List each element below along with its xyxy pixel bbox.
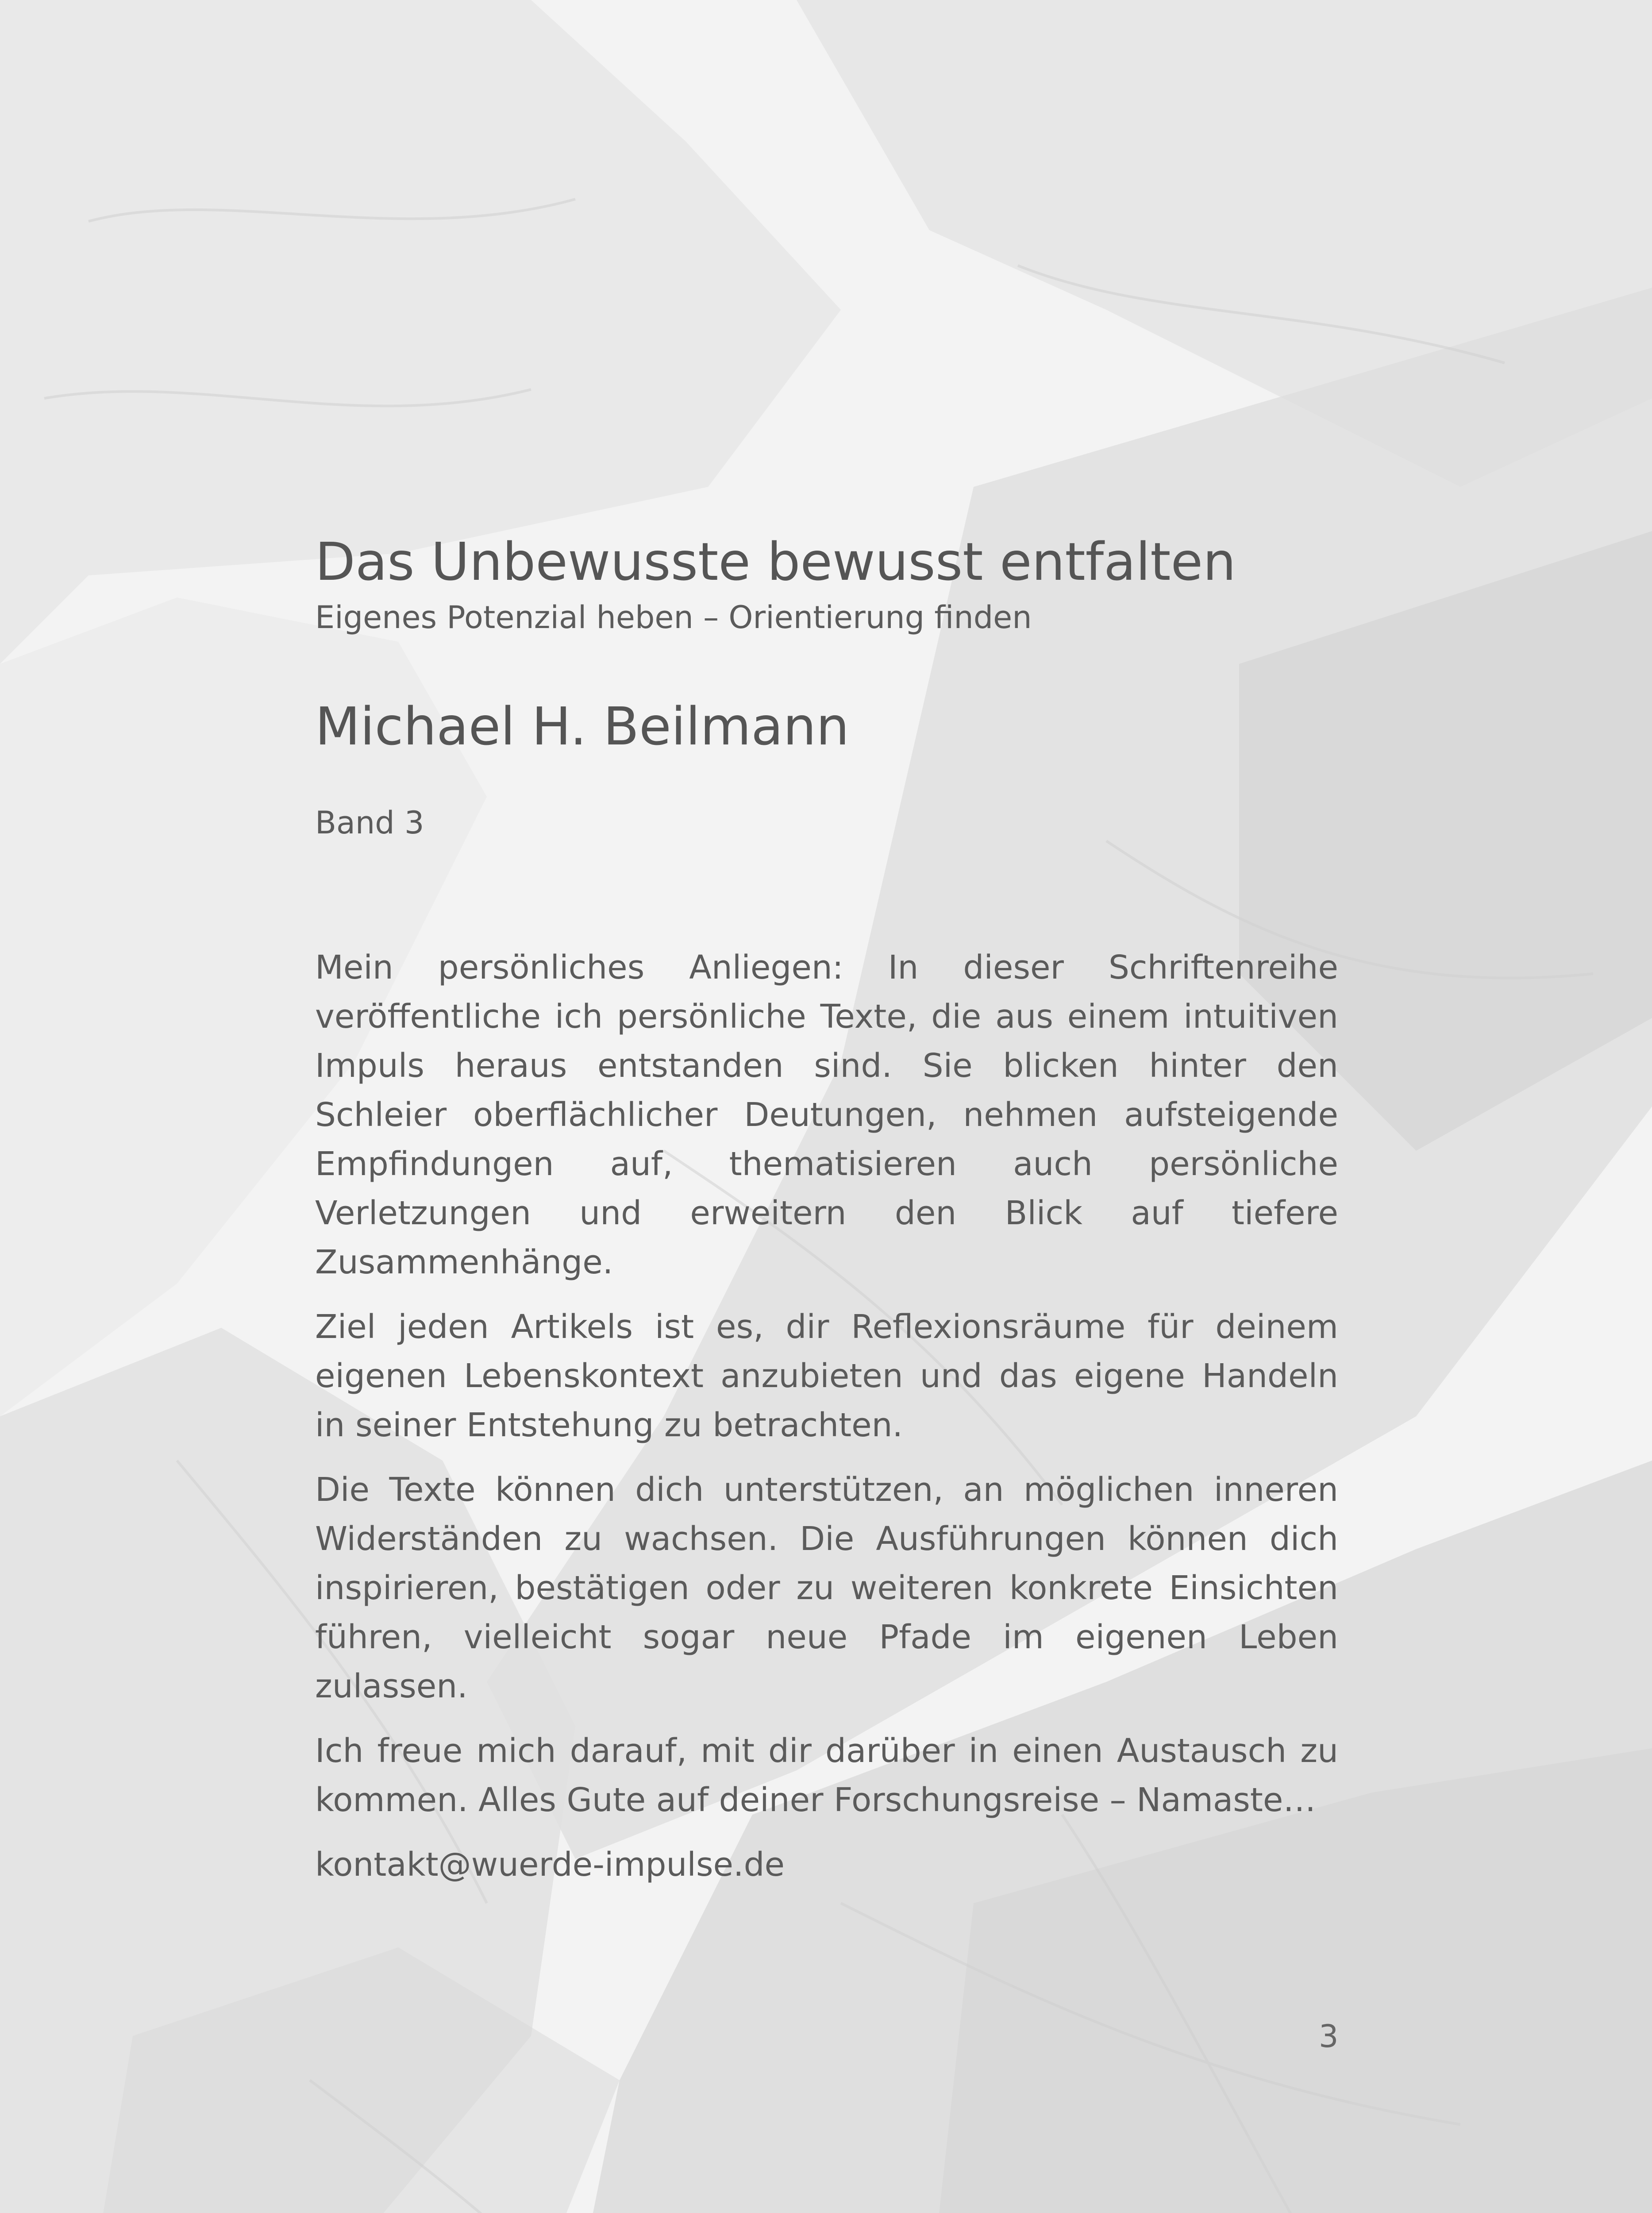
body-text — [315, 943, 1338, 1889]
contact-email-link[interactable]: kontakt@wuerde-impulse.de — [315, 1845, 785, 1884]
volume-label: Band 3 — [315, 804, 424, 841]
book-subtitle: Eigenes Potenzial heben – Orientierung finden — [315, 599, 1032, 636]
text-content — [315, 533, 1338, 1889]
paragraph-intro: Mein persönliches Anliegen: In dieser Schriftenreihe veröffentliche ich persönliche Texte, die aus einem intuitiven Impuls heraus entstanden sind. Sie blicken hinter den Schleier oberflächlicher Deutungen, nehmen aufsteigende Empfindungen auf, thematisieren auch persönliche Verletzungen und erweitern den Blick auf tiefere Zusammenhänge. — [315, 948, 1338, 1281]
author-name: Michael H. Beilmann — [315, 695, 850, 757]
paragraph-goal: Ziel jeden Artikels ist es, dir Reflexionsräume für deinem eigenen Lebenskontext anzubieten und das eigene Handeln in seiner Entstehung zu betrachten. — [315, 1307, 1338, 1444]
page-number: 3 — [1319, 2018, 1339, 2055]
book-title: Das Unbewusste bewusst entfalten — [315, 531, 1236, 592]
paragraph-support: Die Texte können dich unterstützen, an möglichen inneren Widerständen zu wachsen. Die Ausführungen können dich inspirieren, bestätigen oder zu weiteren konkrete Einsichten führen, vielleicht sogar neue Pfade im eigenen Leben zulassen. — [315, 1470, 1338, 1705]
paragraph-closing: Ich freue mich darauf, mit dir darüber in einen Austausch zu kommen. Alles Gute auf deiner Forschungsreise – Namaste… — [315, 1731, 1338, 1819]
